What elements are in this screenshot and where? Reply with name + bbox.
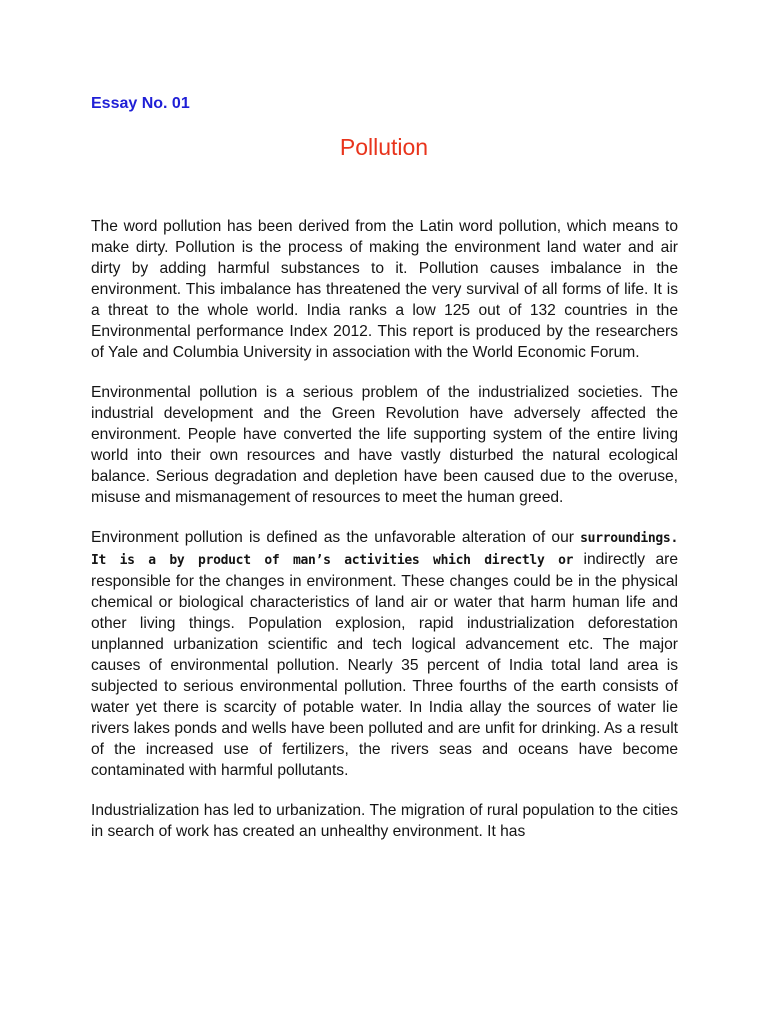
paragraph-3 xyxy=(91,527,678,781)
paragraph-3-bold-text: surroundings. It is a by product of man’s activities which directly or xyxy=(91,531,678,568)
essay-body xyxy=(91,216,678,861)
paragraph-4: Industrialization has led to urbanization. The migration of rural population to the cities in search of work has created an unhealthy environment. It has xyxy=(91,802,678,840)
paragraph-3-start: Environment pollution is defined as the unfavorable alteration of our xyxy=(91,529,581,546)
paragraph-2: Environmental pollution is a serious problem of the industrialized societies. The industrial development and the Green Revolution have adversely affected the environment. People have converted the life supporting system of the entire living world into their own resources and have vastly disturbed the natural ecological balance. Serious degradation and depletion have been caused due to the overuse, misuse and mismanagement of resources to meet the human greed. xyxy=(91,384,678,506)
essay-number-label: Essay No. 01 xyxy=(91,95,190,112)
essay-title: Pollution xyxy=(339,134,429,160)
paragraph-3-end: indirectly are responsible for the changes in environment. These changes could be in the physical chemical or biological characteristics of land air or water that harm human life and other living things. Population explosion, rapid industrialization deforestation unplanned urbanization scientific and tech logical advancement etc. The major causes of environmental pollution. Nearly 35 percent of India total land area is subjected to serious environmental pollution. Three fourths of the earth consists of water yet there is scarcity of potable water. In India allay the sources of water lie rivers lakes ponds and wells have been polluted and are unfit for drinking. As a result of the increased use of fertilizers, the rivers seas and oceans have become contaminated with harmful pollutants. xyxy=(91,551,679,779)
paragraph-1: The word pollution has been derived from the Latin word pollution, which means to make dirty. Pollution is the process of making the environment land water and air dirty by adding harmful substances to it. Pollution causes imbalance in the environment. This imbalance has threatened the very survival of all forms of life. It is a threat to the whole world. India ranks a low 125 out of 132 countries in the Environmental performance Index 2012. This report is produced by the researchers of Yale and Columbia University in association with the World Economic Forum. xyxy=(91,218,678,361)
